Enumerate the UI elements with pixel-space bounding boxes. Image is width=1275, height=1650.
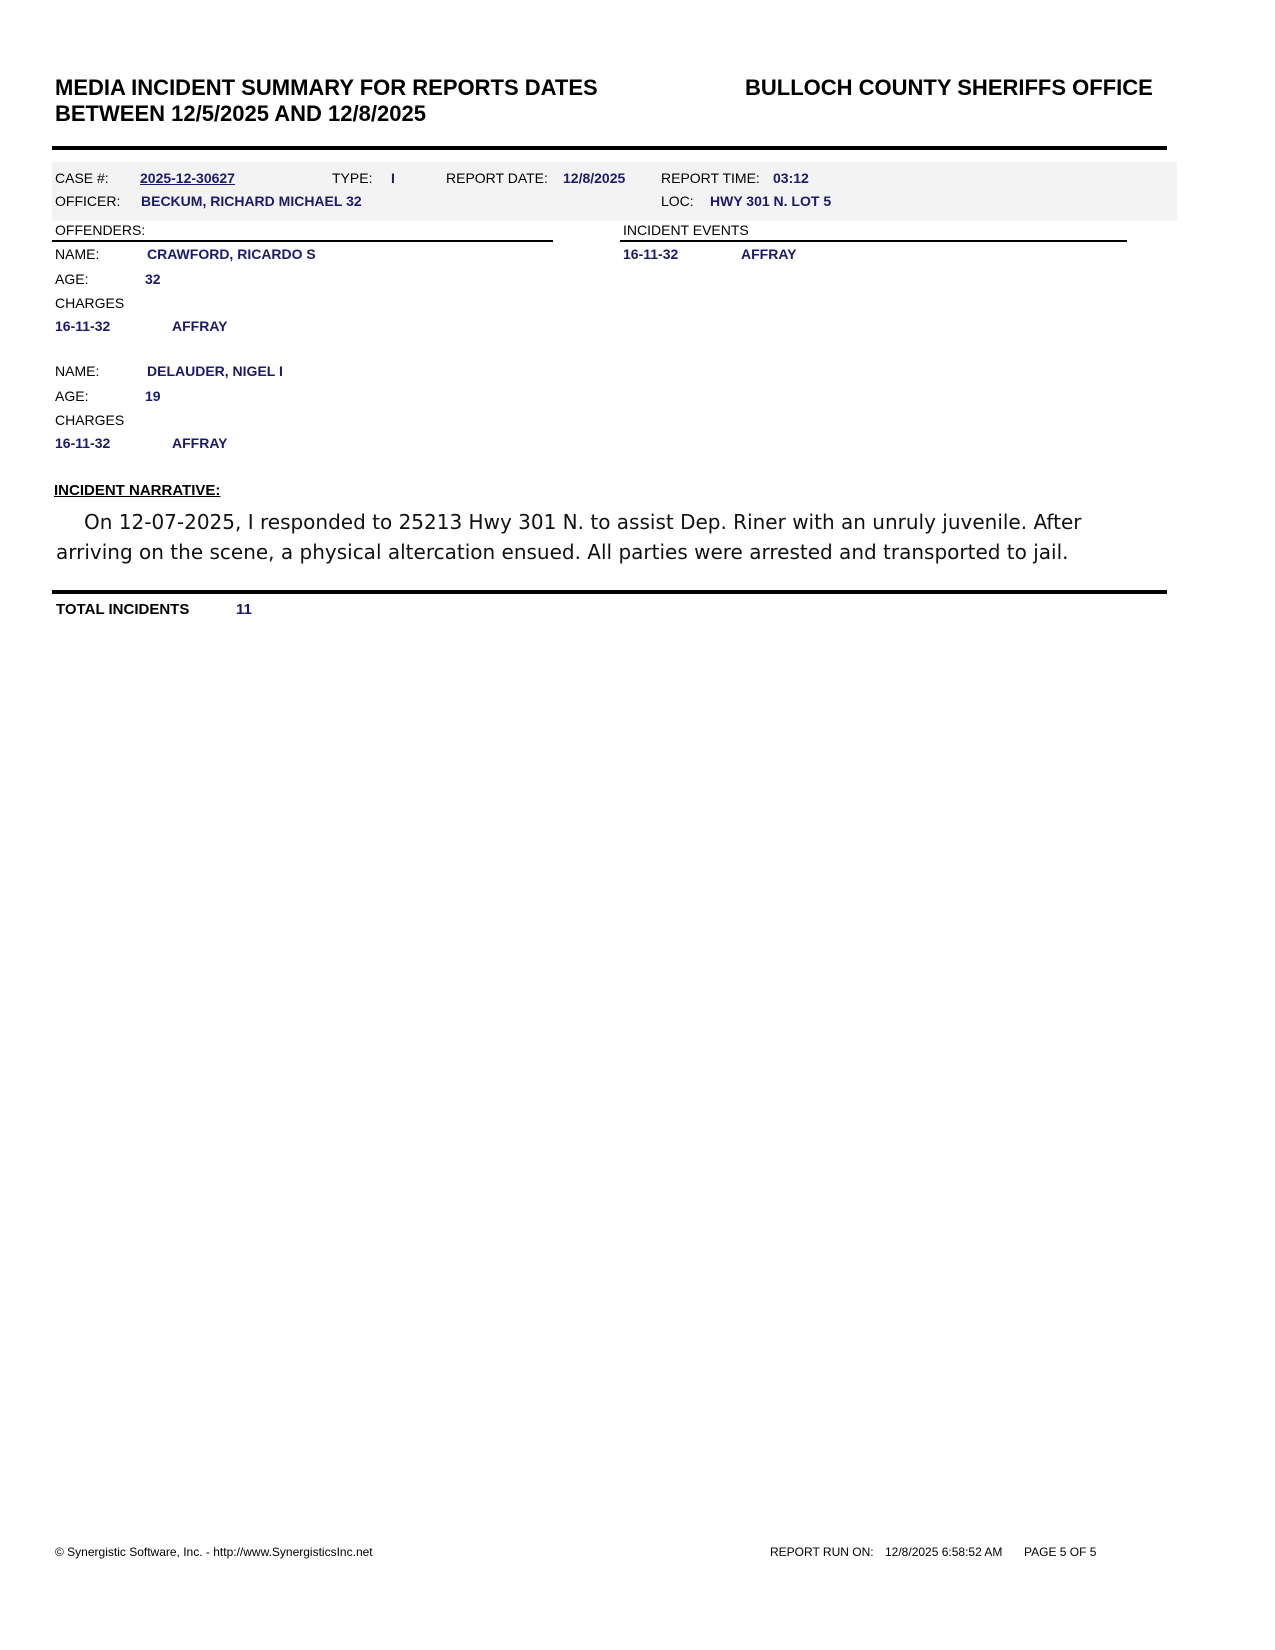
report-title-line2: BETWEEN 12/5/2025 AND 12/8/2025 [55, 101, 426, 126]
page-number: PAGE 5 OF 5 [1024, 1545, 1097, 1559]
total-incidents-value: 11 [236, 601, 252, 618]
charge-code: 16-11-32 [55, 318, 111, 334]
type-value: I [391, 170, 395, 186]
report-date-label: REPORT DATE: [446, 170, 548, 186]
charge-description: AFFRAY [172, 435, 228, 451]
agency-name: BULLOCH COUNTY SHERIFFS OFFICE [745, 75, 1153, 100]
offender-age-label: AGE: [55, 388, 89, 404]
narrative-divider [52, 590, 1167, 594]
narrative-heading: INCIDENT NARRATIVE: [54, 482, 221, 499]
total-incidents-label: TOTAL INCIDENTS [56, 601, 190, 618]
charge-code: 16-11-32 [55, 435, 111, 451]
offenders-divider [52, 240, 553, 242]
case-number-link[interactable]: 2025-12-30627 [140, 170, 235, 186]
narrative-line-2: arriving on the scene, a physical altercation ensued. All parties were arrested and transported to jail. [56, 540, 1069, 564]
header-divider [52, 146, 1167, 150]
officer-label: OFFICER: [55, 193, 121, 209]
offender-name-label: NAME: [55, 246, 100, 262]
offenders-heading: OFFENDERS: [55, 222, 146, 238]
offender-age: 32 [145, 271, 161, 287]
narrative-line-1: On 12-07-2025, I responded to 25213 Hwy 301 N. to assist Dep. Riner with an unruly juvenile. After [84, 510, 1082, 534]
report-time-label: REPORT TIME: [661, 170, 760, 186]
location-value: HWY 301 N. LOT 5 [710, 193, 832, 209]
report-date-value: 12/8/2025 [563, 170, 626, 186]
offender-charges-label: CHARGES [55, 412, 125, 428]
report-title-line1: MEDIA INCIDENT SUMMARY FOR REPORTS DATES [55, 75, 598, 100]
offender-charges-label: CHARGES [55, 295, 125, 311]
offender-name: DELAUDER, NIGEL I [147, 363, 283, 379]
officer-value: BECKUM, RICHARD MICHAEL 32 [141, 193, 362, 209]
offender-age: 19 [145, 388, 161, 404]
events-divider [620, 240, 1127, 242]
incident-events-heading: INCIDENT EVENTS [623, 222, 749, 238]
case-number-label: CASE #: [55, 170, 109, 186]
offender-name-label: NAME: [55, 363, 100, 379]
report-run-label: REPORT RUN ON: [770, 1545, 874, 1559]
charge-description: AFFRAY [172, 318, 228, 334]
location-label: LOC: [661, 193, 694, 209]
event-code: 16-11-32 [623, 246, 679, 262]
report-time-value: 03:12 [773, 170, 809, 186]
type-label: TYPE: [332, 170, 373, 186]
event-description: AFFRAY [741, 246, 797, 262]
report-run-value: 12/8/2025 6:58:52 AM [885, 1545, 1003, 1559]
footer-copyright: © Synergistic Software, Inc. - http://www.SynergisticsInc.net [55, 1545, 373, 1559]
offender-age-label: AGE: [55, 271, 89, 287]
offender-name: CRAWFORD, RICARDO S [147, 246, 316, 262]
